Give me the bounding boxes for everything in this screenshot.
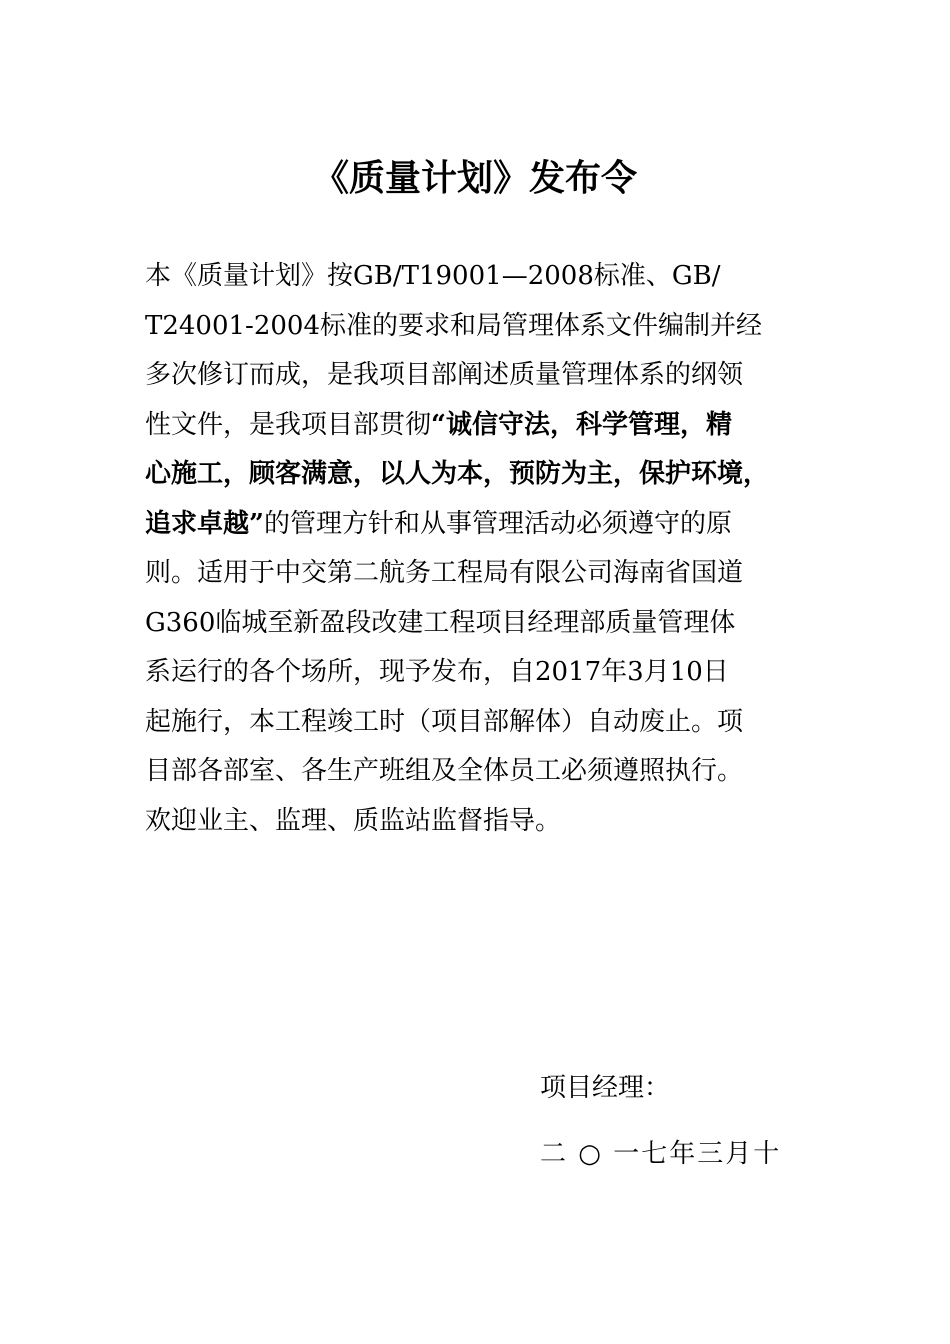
body-line xyxy=(145,698,825,748)
body-text-bold: “诚信守法，科学管理，精 xyxy=(431,409,732,440)
body-text-segment: 目部各部室、各生产班组及全体员工必须遵照执行。 xyxy=(145,756,744,786)
document-title: 《质量计划》发布令 xyxy=(312,157,637,199)
body-line xyxy=(145,648,825,698)
body-text-bold: 追求卓越” xyxy=(145,508,264,539)
body-line xyxy=(145,747,825,797)
body-text-segment: 系运行的各个场所，现予发布，自2017年3月10日 xyxy=(145,657,729,687)
document-body xyxy=(145,252,825,846)
body-line xyxy=(145,401,825,451)
body-line xyxy=(145,302,825,352)
body-text-segment: 则。适用于中交第二航务工程局有限公司海南省国道 xyxy=(145,558,744,588)
body-line xyxy=(145,797,825,847)
body-text-segment: 多次修订而成，是我项目部阐述质量管理体系的纲领 xyxy=(145,360,744,390)
body-line xyxy=(145,500,825,550)
body-line xyxy=(145,599,825,649)
body-text-segment: 性文件，是我项目部贯彻 xyxy=(145,409,432,440)
body-line xyxy=(145,351,825,401)
body-line xyxy=(145,252,825,302)
body-line xyxy=(145,450,825,500)
body-text-segment: 本《质量计划》按GB/T19001—2008标准、GB/ xyxy=(145,261,721,291)
body-text-segment: T24001-2004标准的要求和局管理体系文件编制并经 xyxy=(145,310,763,341)
body-text-bold: 心施工，顾客满意，以人为本，预防为主，保护环境， xyxy=(145,459,770,489)
body-text-segment: G360临城至新盈段改建工程项目经理部质量管理体 xyxy=(145,607,736,638)
body-text-segment: 欢迎业主、监理、质监站监督指导。 xyxy=(145,805,562,836)
signature-label: 项目经理： xyxy=(540,1073,671,1103)
body-line xyxy=(145,549,825,599)
body-text-segment: 的管理方针和从事管理活动必须遵守的原 xyxy=(263,508,732,539)
body-text-segment: 起施行，本工程竣工时（项目部解体）自动废止。项 xyxy=(145,706,744,737)
issue-date: 二 ○ 一七年三月十 xyxy=(540,1139,782,1169)
